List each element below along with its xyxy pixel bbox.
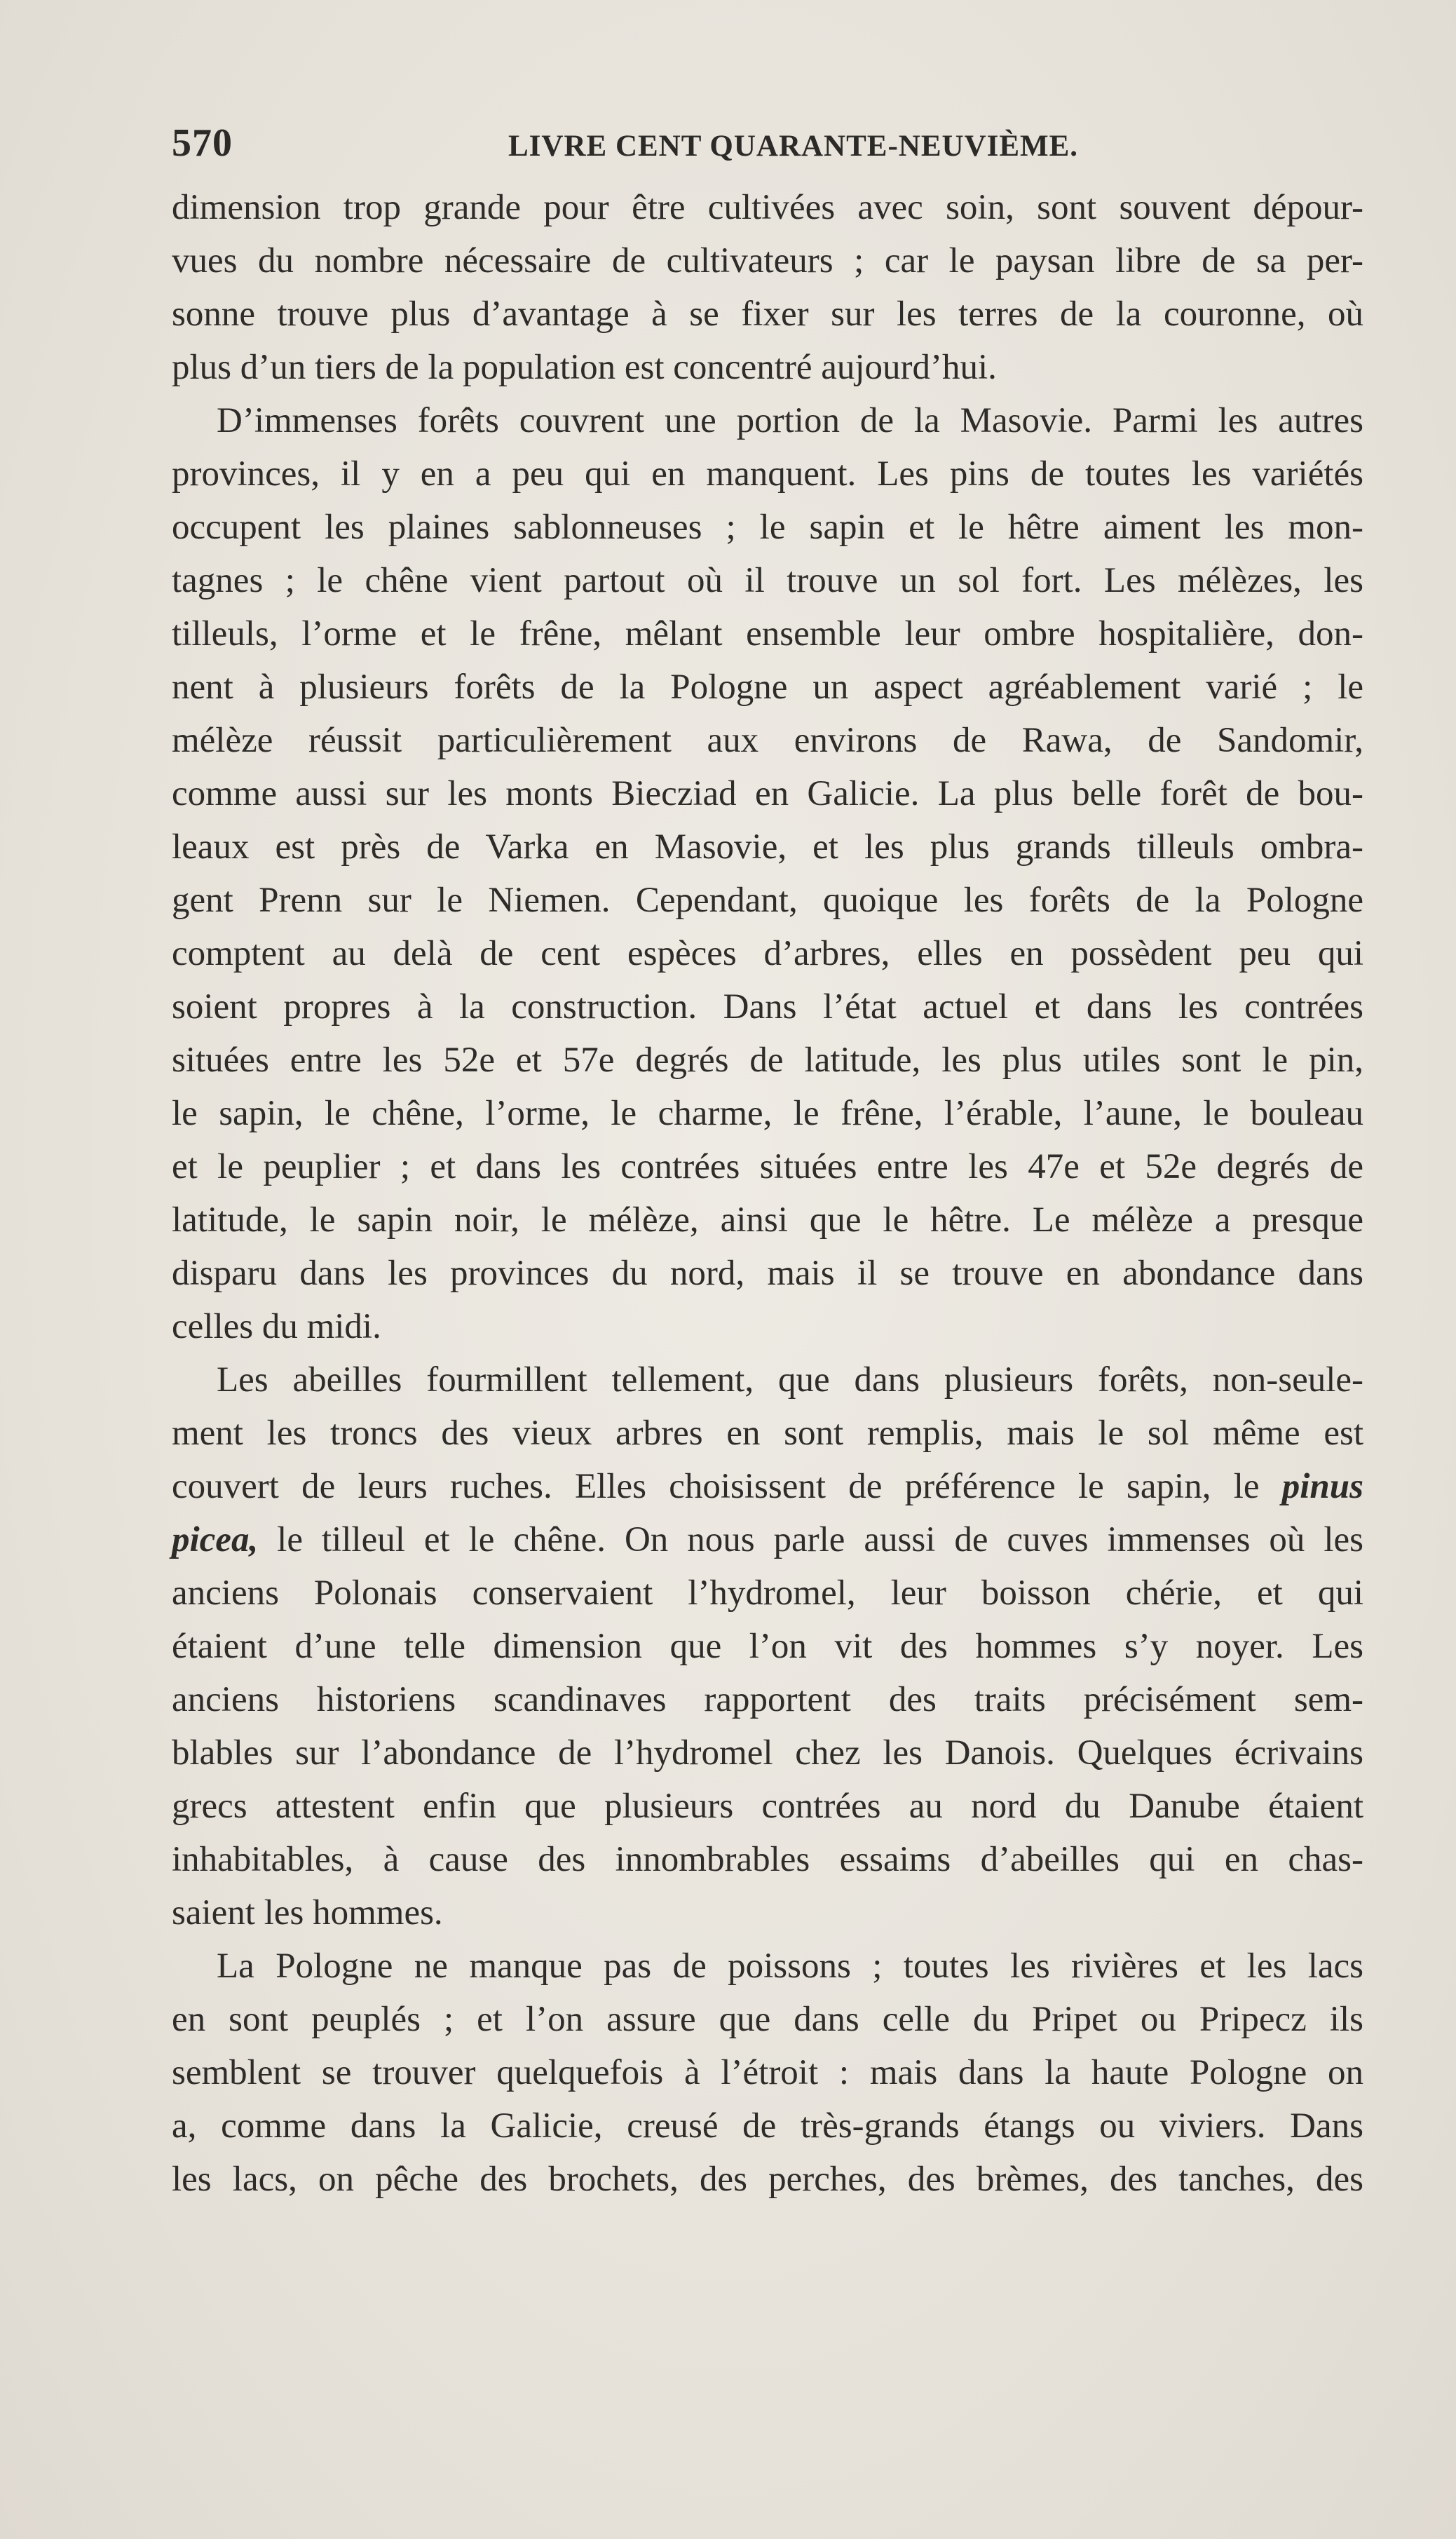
text-segment: couvert de leurs ruches. Elles choisissent de préférence le sapin, le bbox=[172, 1467, 1282, 1506]
text-line: comme aussi sur les monts Biecziad en Galicie. La plus belle forêt de bou- bbox=[172, 774, 1363, 813]
text-line: Les abeilles fourmillent tellement, que dans plusieurs forêts, non-seule- bbox=[217, 1360, 1363, 1400]
text-line: anciens Polonais conservaient l’hydromel, leur boisson chérie, et qui bbox=[172, 1573, 1363, 1613]
text-line: D’immenses forêts couvrent une portion de la Masovie. Parmi les autres bbox=[217, 401, 1363, 440]
text-line: tagnes ; le chêne vient partout où il trouve un sol fort. Les mélèzes, les bbox=[172, 561, 1363, 600]
text-line: sonne trouve plus d’avantage à se fixer sur les terres de la couronne, où bbox=[172, 294, 1363, 334]
text-line bbox=[172, 1460, 1363, 1513]
text-line: comptent au delà de cent espèces d’arbres, elles en possèdent peu qui bbox=[172, 934, 1363, 973]
text-line bbox=[172, 1513, 1363, 1566]
text-line: les lacs, on pêche des brochets, des perches, des brèmes, des tanches, des bbox=[172, 2160, 1363, 2199]
paragraph bbox=[172, 1353, 1363, 1939]
italic-term: picea, bbox=[172, 1520, 259, 1559]
text-line: provinces, il y en a peu qui en manquent. Les pins de toutes les variétés bbox=[172, 454, 1363, 494]
text-line: en sont peuplés ; et l’on assure que dans celle du Pripet ou Pripecz ils bbox=[172, 2000, 1363, 2039]
paragraph bbox=[172, 394, 1363, 1353]
text-line: ment les troncs des vieux arbres en sont remplis, mais le sol même est bbox=[172, 1414, 1363, 1453]
running-head: LIVRE CENT QUARANTE-NEUVIÈME. bbox=[508, 130, 1079, 163]
page-number: 570 bbox=[172, 121, 233, 165]
text-line: occupent les plaines sablonneuses ; le sapin et le hêtre aiment les mon- bbox=[172, 508, 1363, 547]
text-line: soient propres à la construction. Dans l’état actuel et dans les contrées bbox=[172, 987, 1363, 1027]
text-line: et le peuplier ; et dans les contrées situées entre les 47e et 52e degrés de bbox=[172, 1147, 1363, 1186]
text-line: celles du midi. bbox=[172, 1307, 381, 1346]
text-line: saient les hommes. bbox=[172, 1893, 443, 1932]
body-text bbox=[172, 181, 1363, 2206]
text-line: leaux est près de Varka en Masovie, et les plus grands tilleuls ombra- bbox=[172, 827, 1363, 867]
paragraph bbox=[172, 181, 1363, 394]
text-line: dimension trop grande pour être cultivées avec soin, sont souvent dépour- bbox=[172, 188, 1363, 227]
text-line: disparu dans les provinces du nord, mais il se trouve en abondance dans bbox=[172, 1254, 1363, 1293]
text-line: mélèze réussit particulièrement aux environs de Rawa, de Sandomir, bbox=[172, 721, 1363, 760]
paragraph bbox=[172, 1939, 1363, 2206]
text-line: étaient d’une telle dimension que l’on vit des hommes s’y noyer. Les bbox=[172, 1627, 1363, 1666]
text-line: tilleuls, l’orme et le frêne, mêlant ensemble leur ombre hospitalière, don- bbox=[172, 614, 1363, 654]
text-line: semblent se trouver quelquefois à l’étroit : mais dans la haute Pologne on bbox=[172, 2053, 1363, 2092]
text-line: anciens historiens scandinaves rapportent des traits précisément sem- bbox=[172, 1680, 1363, 1719]
text-line: gent Prenn sur le Niemen. Cependant, quoique les forêts de la Pologne bbox=[172, 881, 1363, 920]
text-line: situées entre les 52e et 57e degrés de latitude, les plus utiles sont le pin, bbox=[172, 1041, 1363, 1080]
text-line: vues du nombre nécessaire de cultivateurs ; car le paysan libre de sa per- bbox=[172, 241, 1363, 280]
italic-term: pinus bbox=[1281, 1467, 1363, 1506]
text-line: inhabitables, à cause des innombrables essaims d’abeilles qui en chas- bbox=[172, 1840, 1363, 1879]
text-line: le sapin, le chêne, l’orme, le charme, le frêne, l’érable, l’aune, le bouleau bbox=[172, 1094, 1363, 1133]
text-line: La Pologne ne manque pas de poissons ; toutes les rivières et les lacs bbox=[217, 1946, 1363, 1986]
text-line: nent à plusieurs forêts de la Pologne un aspect agréablement varié ; le bbox=[172, 668, 1363, 707]
text-line: blables sur l’abondance de l’hydromel chez les Danois. Quelques écrivains bbox=[172, 1733, 1363, 1773]
text-line: grecs attestent enfin que plusieurs contrées au nord du Danube étaient bbox=[172, 1787, 1363, 1826]
text-line: plus d’un tiers de la population est concentré aujourd’hui. bbox=[172, 348, 997, 387]
page-header bbox=[172, 121, 1363, 177]
text-line: a, comme dans la Galicie, creusé de très-grands étangs ou viviers. Dans bbox=[172, 2106, 1363, 2146]
text-segment: le tilleul et le chêne. On nous parle aussi de cuves immenses où les bbox=[258, 1520, 1363, 1559]
text-line: latitude, le sapin noir, le mélèze, ainsi que le hêtre. Le mélèze a presque bbox=[172, 1200, 1363, 1240]
